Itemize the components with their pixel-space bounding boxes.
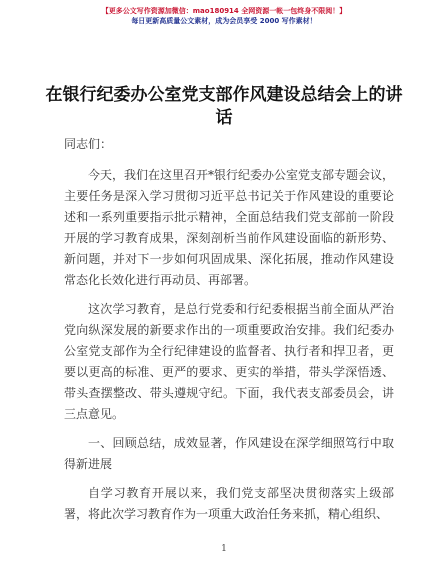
paragraph-2: 这次学习教育，是总行党委和行纪委根据当前全面从严治党向纵深发展的新要求作出的一项重要政治安排。我们纪委办公室党支部作为全行纪律建设的监督者、执行者和捍卫者，更要以更高的标准、更严的要求、更实的举措，带头学深悟透、带头查摆整改、带头遵规守纪。下面，我代表支部委员会，讲三点意见。 [64,302,394,421]
promo-banner-line-1: 【更多公文写作资源加微信：mao180914 全网资源一帐一包终身不限阅！】 [101,7,347,15]
salutation: 同志们： [64,137,113,151]
paragraph-3: 自学习教育开展以来，我们党支部坚决贯彻落实上级部署，将此次学习教育作为一项重大政治任务来抓，精心组织、 [64,486,394,521]
document-body [64,134,394,533]
promo-banner-line-2: 每日更新高质量公文素材，成为会员享受 2000 写作素材！ [131,17,317,25]
document-title: 在银行纪委办公室党支部作风建设总结会上的讲话 [45,85,403,128]
section-heading-1: 一、回顾总结，成效显著，作风建设在深学细照笃行中取得新进展 [64,436,394,471]
page-number: 1 [221,544,227,554]
promo-banner [0,6,448,26]
paragraph-1: 今天，我们在这里召开*银行纪委办公室党支部专题会议，主要任务是深入学习贯彻习近平总书记关于作风建设的重要论述和一系列重要指示批示精神，全面总结我们党支部前一阶段开展的学习教育成果，深刻剖析当前作风建设面临的新形势、新问题，并对下一步如何巩固成果、深化拓展，推动作风建设常态化长效化进行再动员、再部署。 [64,168,395,287]
